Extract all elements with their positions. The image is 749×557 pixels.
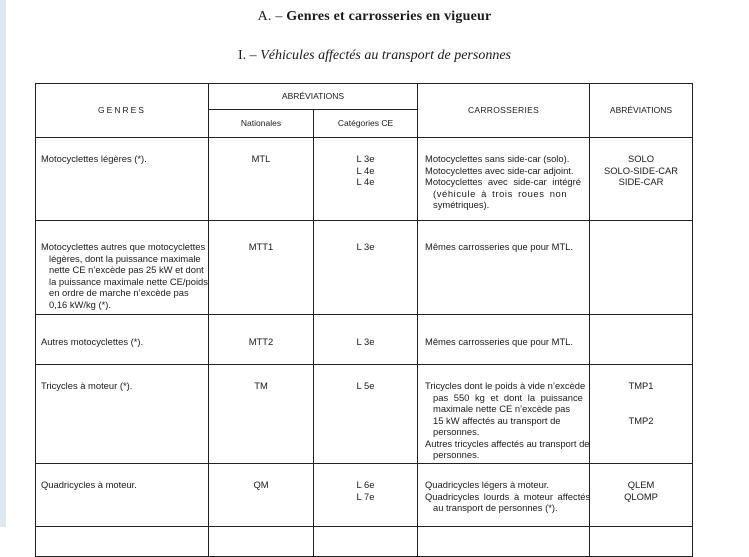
carrosserie-text: Autres tricycles affectés au transport de [425,437,590,449]
category-code: L 4e [356,164,375,176]
carrosserie-text: pas 550 kg et dont la puissance [433,391,583,403]
header-abreviations: ABRÉVIATIONS [209,84,418,110]
genre-cell: Autres motocyclettes (*). [36,315,209,365]
nationale-cell: MTL [209,138,314,221]
header-genres: GENRES [36,84,209,138]
category-code: L 6e [356,479,375,490]
carrosserie-text: au transport de personnes (*). [433,502,558,513]
genre-cell [36,138,209,221]
carrosserie-text: maximale nette CE n’excède pas [433,403,571,414]
nationale-cell [209,527,314,557]
carrosserie-cell [418,527,590,557]
abreviation-cell [590,315,693,365]
carrosserie-text: Quadricycles légers à moteur. [425,479,550,490]
carrosserie-text: Tricycles dont le poids à vide n’excède [425,380,586,391]
carrosserie-cell [418,365,590,464]
carrosserie-text: symétriques). [433,199,490,210]
genre-cell [36,527,209,557]
genre-text: en ordre de marche n’excède pas [49,287,189,298]
section-heading-a [0,9,749,25]
carrosserie-cell: Mêmes carrosseries que pour MTL. [418,221,590,315]
carrosserie-cell [418,138,590,221]
abreviation-cell [590,138,693,221]
carrosserie-text: personnes. [433,426,480,437]
header-categories-ce: Catégories CE [314,110,418,138]
page-margin-bar [0,0,6,527]
abreviation-code: TMP1 [628,380,654,391]
categories-cell: L 3e [314,315,418,365]
categories-cell: L 5e [314,365,418,464]
carrosserie-text: Quadricycles lourds à moteur affectés [425,490,591,502]
category-code: L 4e [356,176,375,187]
heading-i-prefix: I. – [238,48,261,63]
table-row [36,138,693,221]
abreviation-code: QLOMP [624,490,658,502]
abreviation-code: SOLO-SIDE-CAR [604,164,678,176]
abreviation-cell [590,365,693,464]
genre-cell: Quadricycles à moteur. [36,464,209,527]
abreviation-cell [590,527,693,557]
spacer [590,392,692,415]
carrosserie-text: Motocyclettes avec side-car intégré [425,176,581,187]
categories-cell [314,138,418,221]
categories-cell [314,464,418,527]
abreviation-code: TMP2 [628,414,654,426]
carrosserie-cell: Mêmes carrosseries que pour MTL. [418,315,590,365]
category-code: L 7e [356,490,375,502]
carrosserie-text: Motocyclettes sans side-car (solo). [425,153,570,164]
nationale-cell: QM [209,464,314,527]
genre-cell [36,221,209,315]
carrosserie-text: 15 kW affectés au transport de [433,414,561,426]
abreviation-cell [590,464,693,527]
heading-a-prefix: A. – [257,9,287,24]
categories-cell: L 3e [314,221,418,315]
abreviation-cell [590,221,693,315]
genre-cell: Tricycles à moteur (*). [36,365,209,464]
carrosserie-text: Motocyclettes avec side-car adjoint. [425,164,574,176]
genre-text: légères, dont la puissance maximale [49,252,201,264]
heading-i-title: Véhicules affectés au transport de personnes [260,48,511,63]
genre-text: nette CE n’excède pas 25 kW et dont [49,264,204,275]
abreviation-code: QLEM [627,479,655,490]
category-code: L 3e [356,153,375,164]
carrosserie-text: personnes. [433,449,480,460]
header-abreviations-2: ABRÉVIATIONS [590,84,693,138]
genre-text: la puissance maximale nette CE/poids [49,275,208,287]
genre-text: 0,16 kW/kg (*). [49,298,111,310]
table-row [36,221,693,315]
nationale-cell: MTT2 [209,315,314,365]
genre-text: Motocyclettes autres que motocyclettes [41,241,206,252]
table-row [36,365,693,464]
header-nationales: Nationales [209,110,314,138]
nationale-cell: TM [209,365,314,464]
section-heading-i [0,48,749,64]
vehicle-genres-table [35,83,693,557]
categories-cell [314,527,418,557]
header-carrosseries: CARROSSERIES [418,84,590,138]
abreviation-code: SIDE-CAR [618,176,664,187]
table-row [36,527,693,557]
genre-text: Motocyclettes légères (*). [41,153,147,164]
carrosserie-text: (véhicule à trois roues non [433,187,568,199]
abreviation-code: SOLO [627,153,655,164]
carrosserie-cell [418,464,590,527]
nationale-cell: MTT1 [209,221,314,315]
heading-a-title: Genres et carrosseries en vigueur [286,9,492,24]
table-row [36,315,693,365]
table-row [36,464,693,527]
